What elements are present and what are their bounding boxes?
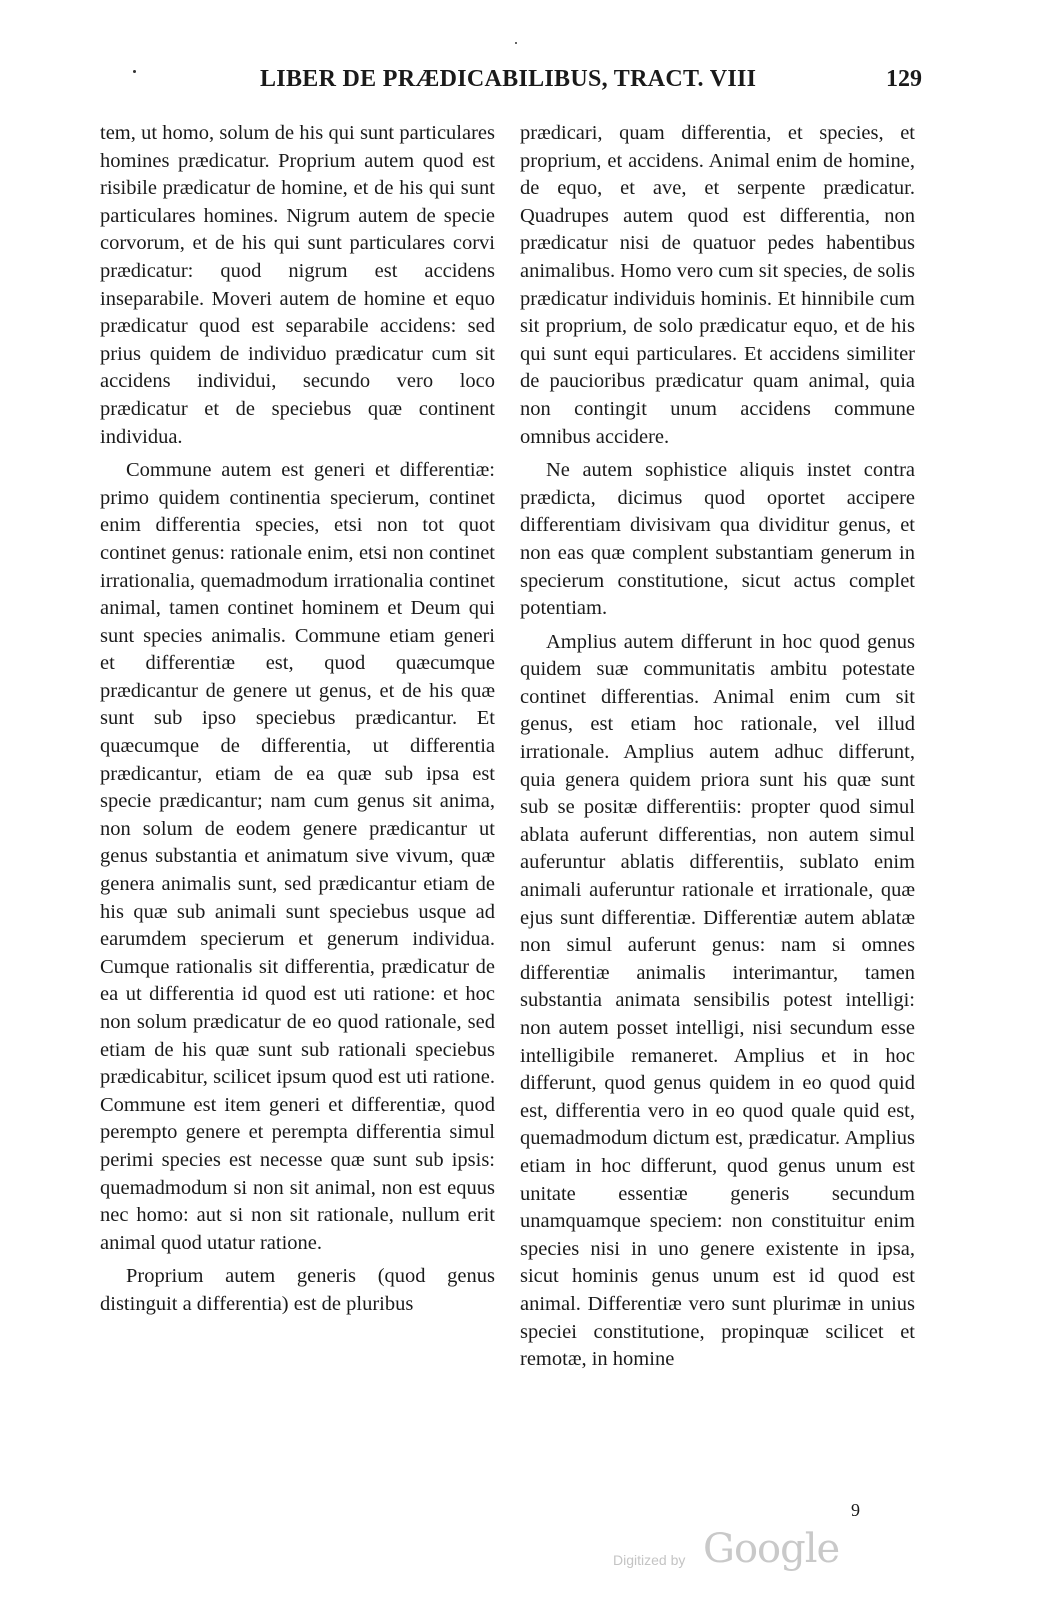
paragraph: Ne autem sophistice aliquis instet contra prædicta, dicimus quod oportet accipere differentiam divisivam qua dividitur genus, et non eas quæ complent substantiam generum in specierum constitutione, sicut actus complet potentiam. xyxy=(520,459,915,620)
paragraph: Commune autem est generi et differentiæ: primo quidem continentia specierum, continet enim differentia species, etsi non tot quot continet genus: rationale enim, etsi non continet irrationalia, quemadmodum irrationalia continet animal, tamen continet hominem et Deum qui sunt species animalis. Commune etiam generi et differentiæ est, quod quæcumque prædicantur de genere ut genus, et de his quæ sunt sub ipso speciebus prædicantur. Et quæcumque de differentia, ut differentia prædicantur, etiam de ea quæ sub ipsa est specie prædicantur; nam cum genus sit anima, non solum de eodem genere prædicantur ut genus substantia et animatum sive vivum, quæ genera animalis sunt, sed prædicantur etiam de his quæ sub animali sunt speciebus usque ad earumdem specierum et generum individua. Cumque rationalis sit differentia, prædicatur de ea ut differentia id quod est uti ratione: et hoc non solum prædicatur de eo quod rationale, sed etiam de his quæ sunt sub rationali speciebus prædicabitur, scilicet ipsum quod est uti ratione. Commune est item generi et differentiæ, quod perempto genere et perempta differentia simul perimi species est necesse quæ sunt sub ipsis: quemadmodum si non sit animal, non est equus nec homo: aut si non sit rationale, nullum erit animal quod utatur ratione. xyxy=(100,459,495,1254)
scan-speck xyxy=(515,42,517,44)
paragraph: prædicari, quam differentia, et species, et proprium, et accidens. Animal enim de homine, de equo, et ave, et serpente prædicatur. Quadrupes autem quod est differentia, non prædicatur nisi de quatuor pedes habentibus animalibus. Homo vero cum sit species, de solis prædicatur individuis hominis. Et hinnibile cum sit proprium, de solo prædicatur equo, et de his qui sunt equi particulares. Et accidens similiter de paucioribus prædicatur quam animal, quia non contingit unum accidens commune omnibus accidere. xyxy=(520,122,915,448)
paragraph: tem, ut homo, solum de his qui sunt particulares homines prædicatur. Proprium autem quod est risibile prædicatur de homine, et de his qui sunt particulares homines. Nigrum autem de specie corvorum, et de his qui sunt particulares corvi prædicatur: quod nigrum est accidens inseparabile. Moveri autem de homine et equo prædicatur quod est separabile accidens: sed prius quidem de individuo prædicatur cum sit accidens individui, secundo vero loco prædicatur et de speciebus quæ continent individua. xyxy=(100,122,495,448)
paragraph: Proprium autem generis (quod genus distinguit a differentia) est de pluribus xyxy=(100,1265,495,1315)
left-column xyxy=(100,120,495,1325)
page-number: 129 xyxy=(886,66,922,92)
paragraph: Amplius autem differunt in hoc quod genus quidem suæ communitatis ambitu potestate continet differentias. Animal enim cum sit genus, est etiam hoc rationale, vel illud irrationale. Amplius autem adhuc differunt, quia genera quidem priora sunt his quæ sunt sub se positæ differentiis: propter quod simul ablata auferunt differentias, non autem simul auferuntur ablatis differentiis, sublato enim animali auferuntur rationale et irrationale, quæ ejus sunt differentiæ. Differentiæ autem ablatæ non simul auferunt genus: nam si omnes differentiæ animalis interimantur, tamen substantia animata sensibilis potest intelligi: non autem posset intelligi, nisi secundum esse intelligibile remaneret. Amplius et in hoc differunt, quod genus quidem in eo quod quid est, differentia vero in eo quod quale quid est, quemadmodum dictum est, prædicatur. Amplius etiam in hoc differunt, quod genus unum est unitate essentiæ generis secundum unamquamque speciem: non constituitur enim species nisi in uno genere existente in ipsa, sicut hominis genus unum est id quod est animal. Differentiæ vero sunt plurimæ in unius speciei constitutione, propinquæ scilicet et remotæ, in homine xyxy=(520,630,915,1371)
google-logo: Google xyxy=(703,1526,840,1572)
scan-speck xyxy=(133,70,136,73)
digitized-watermark xyxy=(613,1526,853,1572)
watermark-prefix: Digitized by xyxy=(613,1552,686,1568)
running-header xyxy=(100,66,930,102)
signature-mark: 9 xyxy=(851,1500,860,1520)
running-title: LIBER DE PRÆDICABILIBUS, TRACT. VIII xyxy=(260,66,757,92)
right-column xyxy=(520,120,915,1380)
